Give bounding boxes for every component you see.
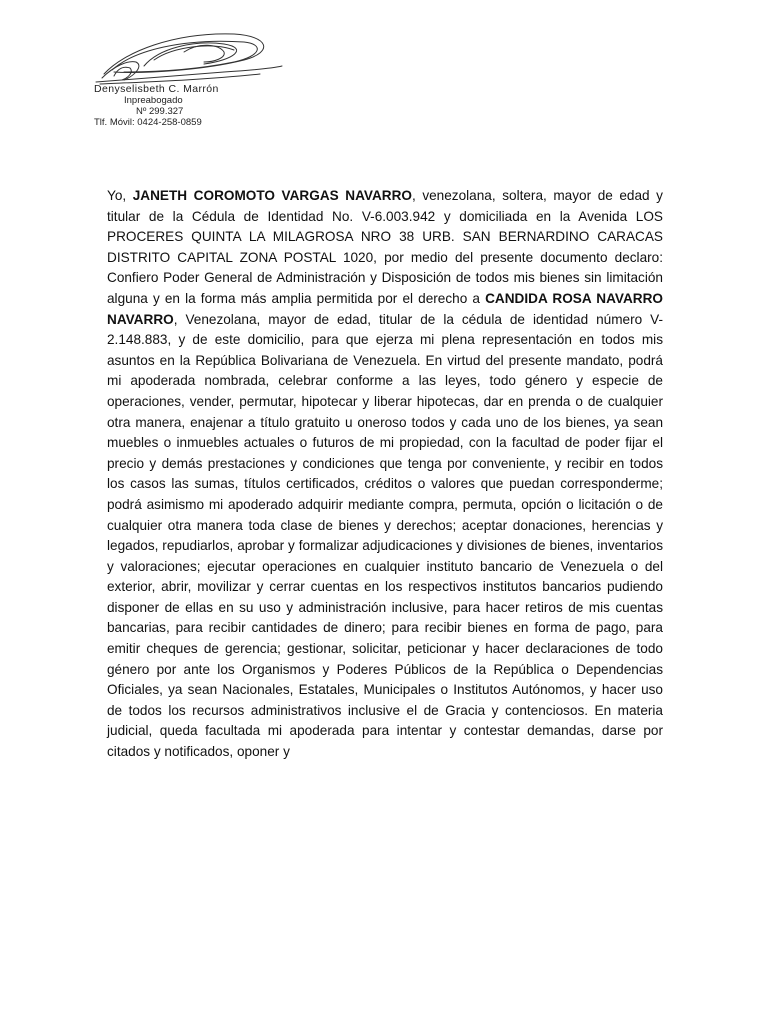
lawyer-stamp	[84, 22, 284, 132]
attorney-name: CANDIDA ROSA NAVARRO NAVARRO	[107, 290, 663, 327]
text-segment: Yo,	[107, 188, 133, 203]
stamp-inpre-label: Inpreabogado	[124, 95, 183, 106]
principal-name: JANETH COROMOTO VARGAS NAVARRO	[132, 188, 412, 203]
power-of-attorney-text	[107, 186, 663, 763]
stamp-inpre-number: Nº 299.327	[136, 106, 184, 117]
stamp-lawyer-name: Denyselisbeth C. Marrón	[94, 83, 219, 95]
text-segment: , Venezolana, mayor de edad, titular de la cédula de identidad número V-2.148.883, y de este domicilio, para que ejerza mi plena representación en todos mis asuntos en la República Bolivariana de Venezuela. En virtud del presente mandato, podrá mi apoderada nombrada, celebrar conforme a las leyes, todo género y especie de operaciones, vender, permutar, hipotecar y liberar hipotecas, dar en prenda o de cualquier otra manera, enajenar a título gratuito u oneroso todos y cada uno de los bienes, ya sean muebles o inmuebles actuales o futuros de mi propiedad, con la facultad de poder fijar el precio y demás prestaciones y condiciones que tenga por conveniente, y recibir en todos los casos las sumas, títulos certificados, créditos o valores que puedan corresponderme; podrá asimismo mi apoderado adquirir mediante compra, permuta, opción o licitación o de cualquier otra manera toda clase de bienes y derechos; aceptar donaciones, herencias y legados, repudiarlos, aprobar y formalizar adjudicaciones y divisiones de bienes, inventarios y valoraciones; ejecutar operaciones en cualquier instituto bancario de Venezuela o del exterior, abrir, movilizar y cerrar cuentas en los respectivos institutos bancarios pudiendo disponer de ellas en su uso y administración inclusive, para hacer retiros de mis cuentas bancarias, para recibir cantidades de dinero; para recibir bienes en forma de pago, para emitir cheques de gerencia; gestionar, solicitar, peticionar y hacer declaraciones de todo género por ante los Organismos y Poderes Públicos de la República o Dependencias Oficiales, ya sean Nacionales, Estatales, Municipales o Institutos Autónomos, y hacer uso de todos los recursos administrativos inclusive el de Gracia y contenciosos. En materia judicial, queda facultada mi apoderada para intentar y contestar demandas, darse por citados y notificados, oponer y	[107, 311, 663, 760]
text-segment: , venezolana, soltera, mayor de edad y titular de la Cédula de Identidad No. V-6.003.942 y domiciliada en la Avenida LOS PROCERES QUINTA LA MILAGROSA NRO 38 URB. SAN BERNARDINO CARACAS DISTRITO CAPITAL ZONA POSTAL 1020, por medio del presente documento declaro: Confiero Poder General de Administración y Disposición de todos mis bienes sin limitación alguna y en la forma más amplia permitida por el derecho a	[107, 188, 663, 306]
stamp-phone: Tlf. Móvil: 0424-258-0859	[94, 117, 202, 128]
paragraph	[107, 186, 663, 763]
